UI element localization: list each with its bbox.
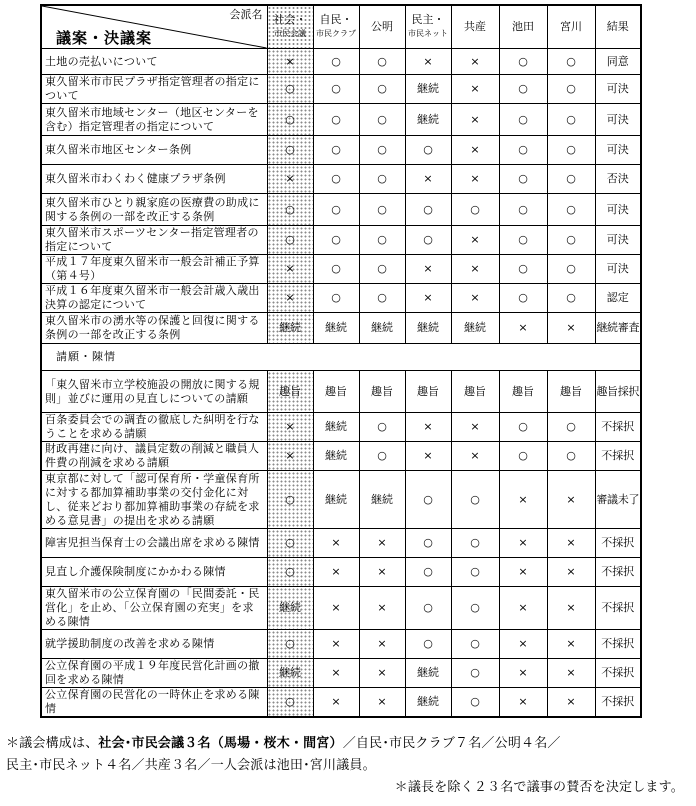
bill-row [41, 284, 641, 313]
vote-cell: × [359, 688, 405, 718]
vote-cell: ○ [499, 104, 547, 136]
vote-cell: × [547, 659, 595, 688]
vote-cell: ○ [313, 165, 359, 194]
vote-cell: × [547, 587, 595, 630]
result-cell: 可決 [595, 255, 641, 284]
vote-cell: ○ [547, 413, 595, 442]
vote-cell: × [451, 49, 499, 75]
vote-cell: ○ [267, 630, 313, 659]
vote-cell: ○ [547, 165, 595, 194]
bill-row [41, 104, 641, 136]
vote-cell: × [359, 587, 405, 630]
vote-cell: ○ [405, 558, 451, 587]
vote-cell: ○ [313, 226, 359, 255]
bill-row [41, 165, 641, 194]
faction-header-minshu: 民主・ 市民ネット [405, 5, 451, 49]
vote-cell: ○ [359, 75, 405, 104]
vote-cell: ○ [499, 255, 547, 284]
vote-cell: ○ [547, 194, 595, 226]
vote-cell: × [451, 442, 499, 471]
vote-cell: × [547, 313, 595, 344]
vote-cell: ○ [313, 284, 359, 313]
bill-row [41, 136, 641, 165]
vote-cell: 継続 [405, 75, 451, 104]
vote-cell: 継続 [359, 471, 405, 529]
bill-row [41, 49, 641, 75]
vote-cell: × [313, 558, 359, 587]
petition-row [41, 688, 641, 718]
petition-name: 「東久留米市立学校施設の開放に関する規則」並びに運用の見直しについての請願 [41, 371, 267, 413]
vote-cell: ○ [405, 587, 451, 630]
vote-cell: ○ [547, 255, 595, 284]
vote-cell: × [499, 587, 547, 630]
vote-cell: ○ [451, 688, 499, 718]
petition-row [41, 529, 641, 558]
vote-cell: × [451, 136, 499, 165]
bills-header-cell [41, 5, 267, 49]
vote-cell: ○ [359, 136, 405, 165]
vote-cell: × [451, 284, 499, 313]
vote-cell: ○ [359, 284, 405, 313]
result-cell: 趣旨採択 [595, 371, 641, 413]
vote-cell: × [499, 558, 547, 587]
vote-cell: × [547, 558, 595, 587]
vote-cell: ○ [547, 104, 595, 136]
vote-cell: ○ [547, 442, 595, 471]
result-cell: 同意 [595, 49, 641, 75]
vote-cell: 継続 [267, 587, 313, 630]
vote-cell: ○ [267, 471, 313, 529]
vote-cell: 継続 [313, 413, 359, 442]
vote-cell: ○ [313, 49, 359, 75]
vote-cell: × [405, 49, 451, 75]
vote-cell: × [499, 630, 547, 659]
vote-cell: ○ [499, 165, 547, 194]
vote-cell: ○ [405, 630, 451, 659]
vote-cell: × [359, 659, 405, 688]
vote-cell: ○ [547, 136, 595, 165]
bill-name: 東久留米市地域センター（地区センターを含む）指定管理者の指定について [41, 104, 267, 136]
vote-cell: ○ [499, 284, 547, 313]
vote-cell: 趣旨 [405, 371, 451, 413]
vote-cell: × [499, 688, 547, 718]
table-header-row [41, 5, 641, 49]
vote-cell: ○ [547, 226, 595, 255]
vote-cell: ○ [405, 471, 451, 529]
petition-row [41, 471, 641, 529]
vote-cell: × [451, 75, 499, 104]
vote-cell: × [499, 659, 547, 688]
vote-cell: 継続 [267, 659, 313, 688]
bill-name: 東久留米市わくわく健康プラザ条例 [41, 165, 267, 194]
note-composition-cont: 民主･市民ネット４名／共産３名／一人会派は池田･宮川議員。 [6, 758, 376, 773]
petition-row [41, 413, 641, 442]
vote-cell: ○ [359, 413, 405, 442]
vote-cell: ○ [267, 75, 313, 104]
note-voting-rule: ＊議長を除く２３名で議事の賛否を決定します。 [394, 780, 684, 795]
vote-cell: × [267, 165, 313, 194]
vote-cell: × [547, 688, 595, 718]
petition-name: 百条委員会での調査の徹底した糾明を行なうことを求める請願 [41, 413, 267, 442]
bill-row [41, 194, 641, 226]
vote-cell: ○ [451, 471, 499, 529]
petition-name: 東久留米市の公立保育園の「民間委託・民営化」を止め、「公立保育園の充実」を求める陳情 [41, 587, 267, 630]
petition-row [41, 587, 641, 630]
vote-cell: × [547, 630, 595, 659]
vote-cell: ○ [451, 529, 499, 558]
vote-cell: × [359, 558, 405, 587]
note-composition: ＊議会構成は、社会･市民会議３名（馬場・桜木・間宮）／自民･市民クラブ７名／公明４名／ [6, 736, 561, 751]
vote-cell: 趣旨 [499, 371, 547, 413]
petitions-body [41, 344, 641, 718]
vote-cell: 継続 [405, 659, 451, 688]
faction-header-miyakawa: 宮川 [547, 5, 595, 49]
result-cell: 認定 [595, 284, 641, 313]
vote-cell: ○ [405, 136, 451, 165]
vote-cell: ○ [267, 104, 313, 136]
vote-cell: × [451, 104, 499, 136]
bills-section-title: 議案・決議案 [56, 29, 153, 47]
vote-cell: ○ [547, 284, 595, 313]
vote-cell: 継続 [405, 313, 451, 344]
vote-cell: × [451, 413, 499, 442]
vote-cell: 継続 [405, 688, 451, 718]
petition-name: 財政再建に向け、議員定数の削減と職員人件費の削減を求める請願 [41, 442, 267, 471]
petition-row [41, 558, 641, 587]
petitions-section-row [41, 344, 641, 371]
vote-cell: 継続 [313, 471, 359, 529]
result-cell: 不採択 [595, 442, 641, 471]
result-cell: 否決 [595, 165, 641, 194]
vote-cell: × [451, 226, 499, 255]
vote-cell: ○ [451, 659, 499, 688]
result-cell: 不採択 [595, 413, 641, 442]
petition-row [41, 371, 641, 413]
vote-cell: ○ [499, 226, 547, 255]
vote-cell: × [405, 413, 451, 442]
vote-cell: × [405, 255, 451, 284]
faction-header-ikeda: 池田 [499, 5, 547, 49]
vote-cell: 趣旨 [267, 371, 313, 413]
vote-cell: 趣旨 [359, 371, 405, 413]
vote-cell: × [267, 413, 313, 442]
vote-cell: ○ [499, 75, 547, 104]
vote-cell: 継続 [313, 313, 359, 344]
bill-row [41, 226, 641, 255]
result-cell: 可決 [595, 194, 641, 226]
result-cell: 審議未了 [595, 471, 641, 529]
bill-name: 東久留米市地区センター条例 [41, 136, 267, 165]
vote-cell: × [313, 630, 359, 659]
vote-cell: ○ [313, 136, 359, 165]
result-cell: 不採択 [595, 558, 641, 587]
petition-row [41, 659, 641, 688]
vote-cell: ○ [359, 226, 405, 255]
vote-cell: ○ [499, 136, 547, 165]
result-header: 結果 [595, 5, 641, 49]
vote-cell: ○ [359, 165, 405, 194]
vote-cell: × [359, 630, 405, 659]
vote-cell: ○ [267, 226, 313, 255]
result-cell: 可決 [595, 136, 641, 165]
petition-name: 東京都に対して「認可保育所・学童保育所に対する都加算補助事業の交付金化に対し、従来どおり都加算補助事業の存続を求める意見書」の提出を求める請願 [41, 471, 267, 529]
vote-cell: ○ [313, 104, 359, 136]
petition-name: 障害児担当保育士の会議出席を求める陳情 [41, 529, 267, 558]
vote-cell: ○ [267, 529, 313, 558]
vote-cell: × [547, 529, 595, 558]
vote-cell: 趣旨 [313, 371, 359, 413]
vote-cell: ○ [267, 558, 313, 587]
vote-cell: ○ [359, 255, 405, 284]
petition-name: 公立保育園の民営化の一時休止を求める陳情 [41, 688, 267, 718]
vote-cell: ○ [405, 529, 451, 558]
petition-name: 就学援助制度の改善を求める陳情 [41, 630, 267, 659]
vote-cell: ○ [313, 255, 359, 284]
result-cell: 不採択 [595, 659, 641, 688]
notes [6, 733, 694, 799]
bill-name: 東久留米市市民プラザ指定管理者の指定について [41, 75, 267, 104]
vote-cell: × [405, 284, 451, 313]
vote-cell: ○ [451, 587, 499, 630]
result-cell: 不採択 [595, 587, 641, 630]
result-cell: 不採択 [595, 688, 641, 718]
note-shakai-members: 社会･市民会議３名（馬場・桜木・間宮） [98, 736, 343, 751]
vote-cell: × [451, 255, 499, 284]
bill-name: 東久留米市ひとり親家庭の医療費の助成に関する条例の一部を改正する条例 [41, 194, 267, 226]
vote-cell: × [547, 471, 595, 529]
faction-header-komei: 公明 [359, 5, 405, 49]
vote-cell: ○ [499, 442, 547, 471]
vote-cell: ○ [451, 558, 499, 587]
vote-cell: 趣旨 [547, 371, 595, 413]
vote-cell: ○ [359, 49, 405, 75]
vote-cell: 趣旨 [451, 371, 499, 413]
vote-cell: 継続 [405, 104, 451, 136]
faction-header-kyosan: 共産 [451, 5, 499, 49]
result-cell: 不採択 [595, 630, 641, 659]
result-cell: 継続審査 [595, 313, 641, 344]
bill-name: 東久留米市の湧水等の保護と回復に関する条例の一部を改正する条例 [41, 313, 267, 344]
vote-cell: ○ [499, 49, 547, 75]
petition-name: 見直し介護保険制度にかかわる陳情 [41, 558, 267, 587]
vote-cell: × [405, 442, 451, 471]
vote-cell: × [405, 165, 451, 194]
vote-cell: × [499, 529, 547, 558]
vote-cell: ○ [451, 194, 499, 226]
bill-row [41, 75, 641, 104]
bill-row [41, 313, 641, 344]
vote-cell: × [267, 255, 313, 284]
result-cell: 不採択 [595, 529, 641, 558]
vote-cell: ○ [359, 442, 405, 471]
vote-cell: ○ [313, 75, 359, 104]
bills-body [41, 49, 641, 344]
bill-row [41, 255, 641, 284]
vote-cell: × [359, 529, 405, 558]
vote-cell: × [313, 529, 359, 558]
vote-cell: ○ [267, 688, 313, 718]
vote-cell: × [451, 165, 499, 194]
vote-cell: 継続 [267, 313, 313, 344]
vote-cell: ○ [267, 136, 313, 165]
petition-row [41, 442, 641, 471]
vote-cell: ○ [547, 75, 595, 104]
vote-cell: ○ [359, 104, 405, 136]
vote-cell: × [267, 49, 313, 75]
result-cell: 可決 [595, 226, 641, 255]
vote-cell: 継続 [313, 442, 359, 471]
vote-cell: ○ [359, 194, 405, 226]
vote-cell: ○ [405, 194, 451, 226]
petition-row [41, 630, 641, 659]
bill-name: 平成１６年度東久留米市一般会計歳入歳出決算の認定について [41, 284, 267, 313]
result-cell: 可決 [595, 75, 641, 104]
vote-cell: ○ [547, 49, 595, 75]
bill-name: 東久留米市スポーツセンター指定管理者の指定について [41, 226, 267, 255]
vote-cell: × [267, 442, 313, 471]
vote-cell: ○ [499, 194, 547, 226]
vote-cell: × [313, 659, 359, 688]
petitions-section-title: 請願・陳情 [41, 344, 641, 371]
vote-cell: ○ [313, 194, 359, 226]
vote-results-table [40, 4, 642, 718]
vote-cell: ○ [499, 413, 547, 442]
vote-cell: × [313, 688, 359, 718]
result-cell: 可決 [595, 104, 641, 136]
bill-name: 平成１７年度東久留米市一般会計補正予算（第４号） [41, 255, 267, 284]
faction-header-jimin: 自民・ 市民クラブ [313, 5, 359, 49]
vote-cell: ○ [451, 630, 499, 659]
vote-cell: × [267, 284, 313, 313]
faction-header-shakai: 社会・ 市民会議 [267, 5, 313, 49]
vote-cell: 継続 [359, 313, 405, 344]
bill-name: 土地の売払いについて [41, 49, 267, 75]
vote-cell: ○ [267, 194, 313, 226]
vote-cell: × [499, 471, 547, 529]
vote-cell: ○ [405, 226, 451, 255]
petition-name: 公立保育園の平成１９年度民営化計画の撤回を求める陳情 [41, 659, 267, 688]
vote-cell: × [313, 587, 359, 630]
vote-cell: 継続 [451, 313, 499, 344]
vote-cell: × [499, 313, 547, 344]
faction-name-label: 会派名 [229, 8, 263, 21]
